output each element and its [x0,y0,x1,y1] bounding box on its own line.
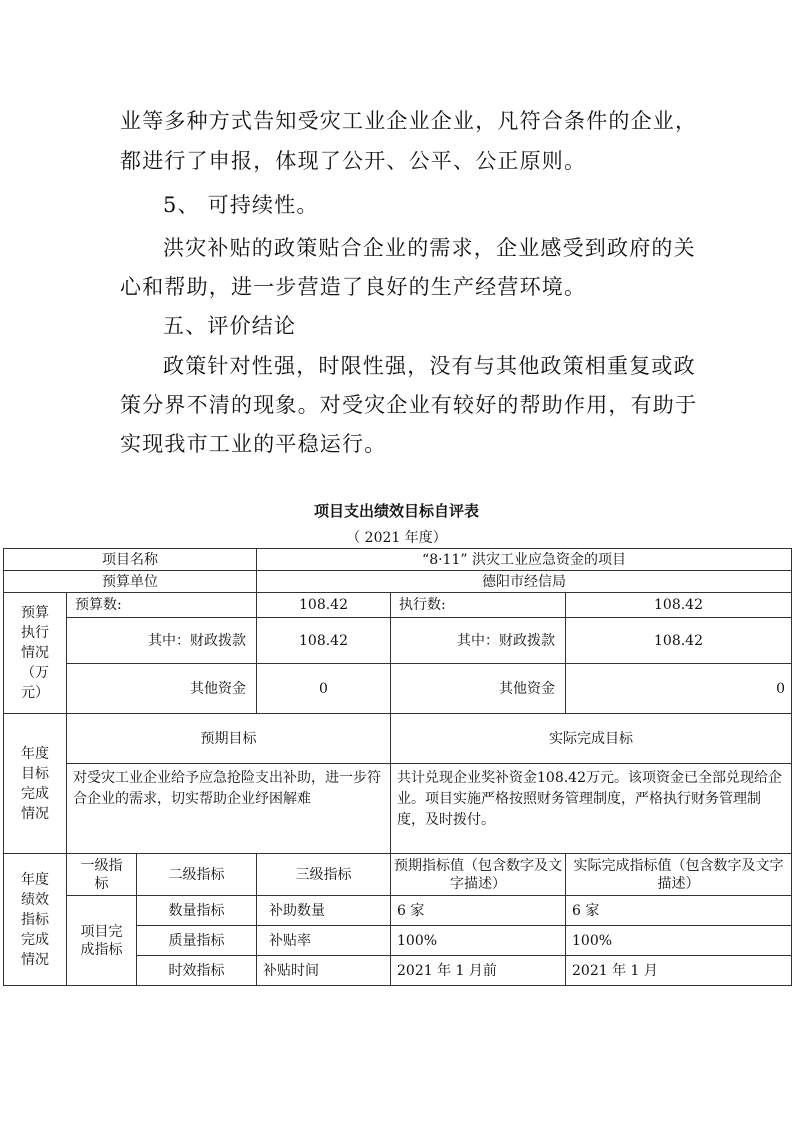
expected-goal-header: 预期目标 [67,714,391,764]
fiscal-label: 其中：财政拨款 [67,618,257,664]
project-name-value: “8·11” 洪灾工业应急资金的项目 [257,549,792,571]
actual-subsidy-count: 6 家 [566,896,792,926]
indicators-side-label-text: 年度绩效指标完成情况 [20,871,49,968]
expected-goal-text: 对受灾工业企业给予应急抢险支出补助，进一步符合企业的需求，切实帮助企业纾困解难 [67,764,391,854]
actual-value: 108.42 [566,593,792,618]
level2-quality: 质量指标 [137,926,257,956]
performance-table [3,548,792,986]
expected-subsidy-count: 6 家 [391,896,566,926]
budget-unit-label: 预算单位 [4,571,257,593]
level1-project-completion: 项目完成指标 [67,896,137,986]
header-level2: 二级指标 [137,854,257,896]
header-actual-value: 实际完成指标值（包含数字及文字描述） [566,854,792,896]
row-fiscal [4,618,792,664]
body-line-7: 政策针对性强，时限性强，没有与其他政策相重复或政 [163,354,696,378]
row-budget-unit [4,571,792,593]
budget-label: 预算数: [67,593,257,618]
actual-subsidy-rate: 100% [566,926,792,956]
exec-side-label-text: 预算执行情况（万元） [20,605,49,701]
actual-goal-header: 实际完成目标 [391,714,792,764]
level2-timeliness: 时效指标 [137,956,257,986]
fiscal-actual-label: 其中：财政拨款 [391,618,566,664]
goals-side-label [4,714,67,854]
other-actual-label: 其他资金 [391,664,566,714]
other-budget: 0 [257,664,391,714]
body-line-8: 策分界不清的现象。对受灾企业有较好的帮助作用，有助于 [120,393,698,417]
expected-subsidy-time: 2021 年 1 月前 [391,956,566,986]
row-budget-totals [4,593,792,618]
actual-subsidy-time: 2021 年 1 月 [566,956,792,986]
other-actual: 0 [566,664,792,714]
header-expected-value: 预期指标值（包含数字及文字描述） [391,854,566,896]
budget-unit-value: 德阳市经信局 [257,571,792,593]
actual-label: 执行数: [391,593,566,618]
actual-goal-text: 共计兑现企业奖补资金108.42万元。该项资金已全部兑现给企业。项目实施严格按照财务管理制度，严格执行财务管理制度，及时拨付。 [391,764,792,854]
fiscal-budget: 108.42 [257,618,391,664]
table-year: （ 2021 年度） [346,530,447,546]
row-goal-headers [4,714,792,764]
exec-side-label [4,593,67,714]
header-level1: 一级指标 [67,854,137,896]
row-project-name [4,549,792,571]
fiscal-actual: 108.42 [566,618,792,664]
header-level3: 三级指标 [257,854,391,896]
level3-subsidy-rate: 补贴率 [257,926,391,956]
body-line-9: 实现我市工业的平稳运行。 [120,432,387,456]
section-heading-sustainability: 5、 可持续性。 [163,193,319,217]
row-indicator-headers [4,854,792,896]
section-heading-conclusion: 五、评价结论 [163,314,297,338]
body-line-4: 洪灾补贴的政策贴合企业的需求，企业感受到政府的关 [163,236,696,260]
other-label: 其他资金 [67,664,257,714]
level3-subsidy-time: 补贴时间 [257,956,391,986]
goals-side-label-text: 年度目标完成情况 [20,745,49,822]
body-line-2: 都进行了申报，体现了公开、公平、公正原则。 [120,149,587,173]
level3-subsidy-count: 补助数量 [257,896,391,926]
level2-quantity: 数量指标 [137,896,257,926]
table-title: 项目支出绩效目标自评表 [313,502,479,520]
budget-value: 108.42 [257,593,391,618]
body-line-5: 心和帮助，进一步营造了良好的生产经营环境。 [120,275,587,299]
indicator-row-1 [4,896,792,926]
project-name-label: 项目名称 [4,549,257,571]
row-goal-text [4,764,792,854]
row-other-funds [4,664,792,714]
indicators-side-label [4,854,67,986]
body-line-1: 业等多种方式告知受灾工业企业企业，凡符合条件的企业， [120,109,698,133]
expected-subsidy-rate: 100% [391,926,566,956]
